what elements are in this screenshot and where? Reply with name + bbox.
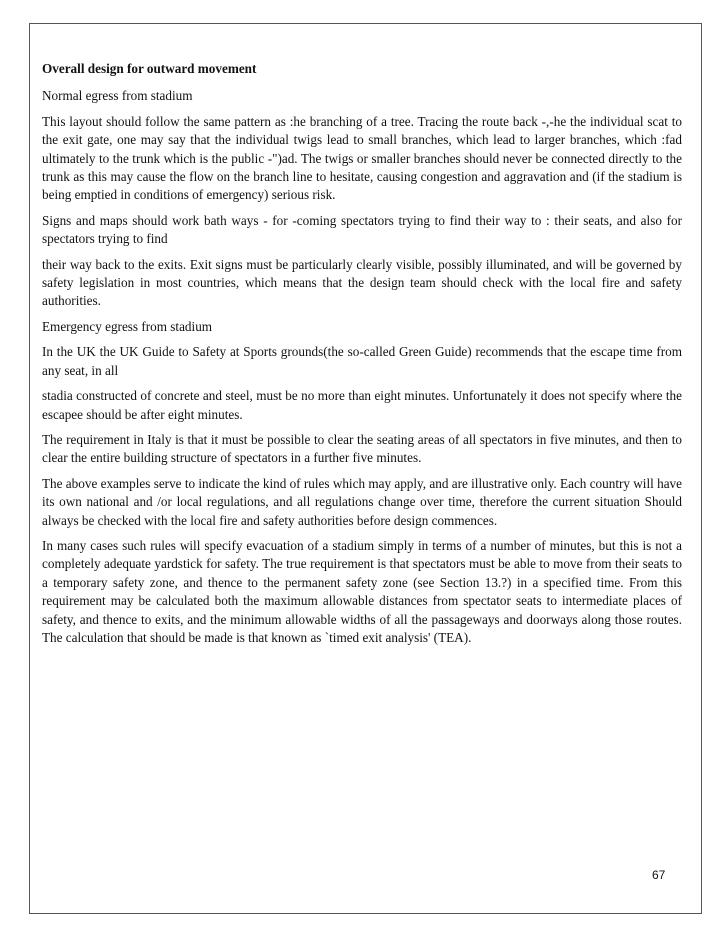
paragraph-tree-layout: This layout should follow the same pattern as :he branching of a tree. Tracing the route back -,-he the individual scat to the exit gate, one may say that the individual twigs lead to small branches, which lead to larger branches, which :fad ultimately to the trunk which is the public -")ad. The twigs or smaller branches should never be connected directly to the trunk as this may cause the flow on the branch line to hesitate, causing congestion and aggravation and (if the stadium is being emptied in conditions of emergency) serious risk. bbox=[42, 113, 682, 203]
paragraph-evacuation-rules: In many cases such rules will specify evacuation of a stadium simply in terms of a number of minutes, but this is not a completely adequate yardstick for safety. The true requirement is that spectators must be able to move from their seats to a temporary safety zone, and thence to the permanent safety zone (see Section 13.?) in a specified time. From this requirement may be calculated both the maximum allowable distances from spectator seats to intermediate places of safety, and thence to exits, and the minimum allowable widths of all the passageways and doorways along those routes. The calculation that should be made is that known as `timed exit analysis' (TEA). bbox=[42, 537, 682, 645]
paragraph-uk-guide: In the UK the UK Guide to Safety at Sports grounds(the so-called Green Guide) recommends that the escape time from any seat, in all bbox=[42, 344, 682, 378]
paragraph-italy: The requirement in Italy is that it must be possible to clear the seating areas of all spectators in five minutes, and then to clear the entire building structure of spectators in a further five minutes. bbox=[42, 431, 682, 466]
subheading-normal-egress: Normal egress from stadium bbox=[42, 88, 193, 104]
section-heading: Overall design for outward movement bbox=[42, 61, 257, 76]
paragraph-signs-maps: Signs and maps should work bath ways - for -coming spectators trying to find their way to : their seats, and also for spectators trying to find bbox=[42, 212, 682, 247]
document-body bbox=[42, 60, 682, 654]
paragraph-examples: The above examples serve to indicate the kind of rules which may apply, and are illustrative only. Each country will have its own national and /or local regulations, and all regulations change over time, therefore the current situation Should always be checked with the local fire and safety authorities before design commences. bbox=[42, 475, 682, 528]
paragraph-exit-signs: their way back to the exits. Exit signs must be particularly clearly visible, possibly illuminated, and will be governed by safety legislation in most countries, which means that the design team should check with the local fire and safety authorities. bbox=[42, 256, 682, 309]
paragraph-stadia-steel: stadia constructed of concrete and steel, must be no more than eight minutes. Unfortunately it does not specify where the escapee should be after eight minutes. bbox=[42, 388, 682, 422]
subheading-emergency-egress: Emergency egress from stadium bbox=[42, 318, 213, 334]
page-number: 67 bbox=[652, 868, 666, 882]
